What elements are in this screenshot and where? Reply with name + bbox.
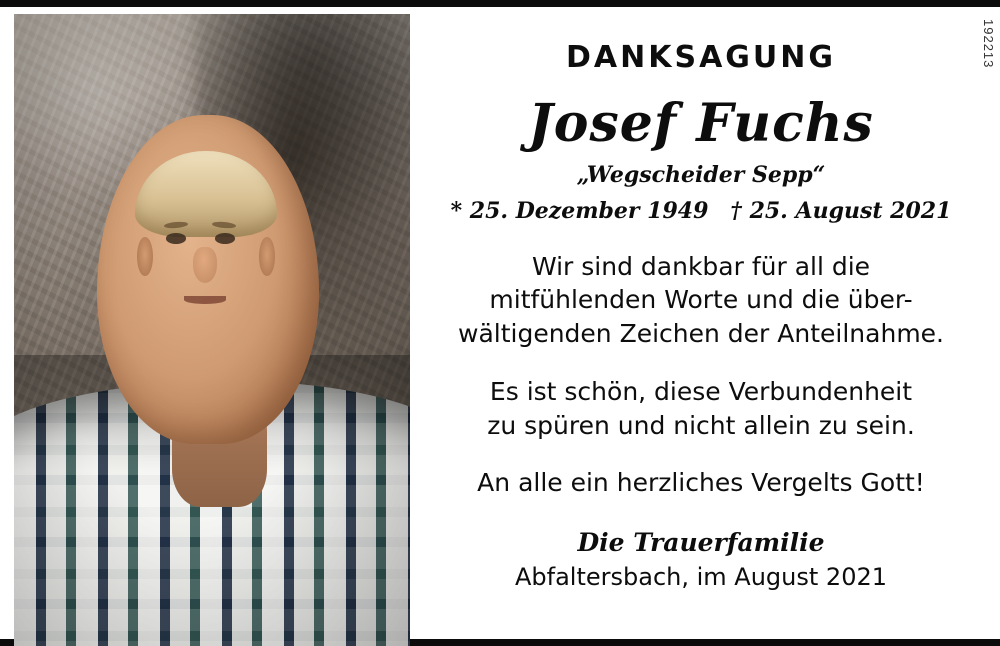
mouth [184,296,226,305]
life-dates [436,198,966,224]
paragraph-two-line-2: zu spüren und nicht allein zu sein. [487,410,915,440]
right-eye [215,233,235,244]
place-and-date: Abfaltersbach, im August 2021 [515,563,887,592]
right-ear [259,237,275,276]
death-date: † 25. August 2021 [730,197,952,224]
head [97,115,319,444]
reference-number: 192213 [981,19,996,69]
notice-text-column [412,14,1000,632]
birth-date: * 25. Dezember 1949 [450,197,709,224]
heading-danksagung: DANKSAGUNG [565,40,836,75]
paragraph-one [436,250,966,351]
photo-background [14,14,410,646]
nose [193,247,217,283]
left-ear [137,237,153,276]
hair [135,151,277,236]
paragraph-two-line-1: Es ist schön, diese Verbundenheit [489,376,913,406]
family-signature: Die Trauerfamilie [577,528,825,558]
paragraph-three: An alle ein herzliches Vergelts Gott! [477,468,925,498]
left-eye [166,233,186,244]
deceased-nickname: „Wegscheider Sepp“ [576,161,826,188]
deceased-name: Josef Fuchs [528,93,874,154]
paragraph-one-line-2: mitfühlenden Worte und die über- [489,285,913,315]
paragraph-one-line-1: Wir sind dankbar für all die [531,251,871,281]
portrait-photo [14,14,410,646]
paragraph-two [436,375,966,443]
paragraph-one-line-3: wältigenden Zeichen der Anteilnahme. [458,319,944,349]
